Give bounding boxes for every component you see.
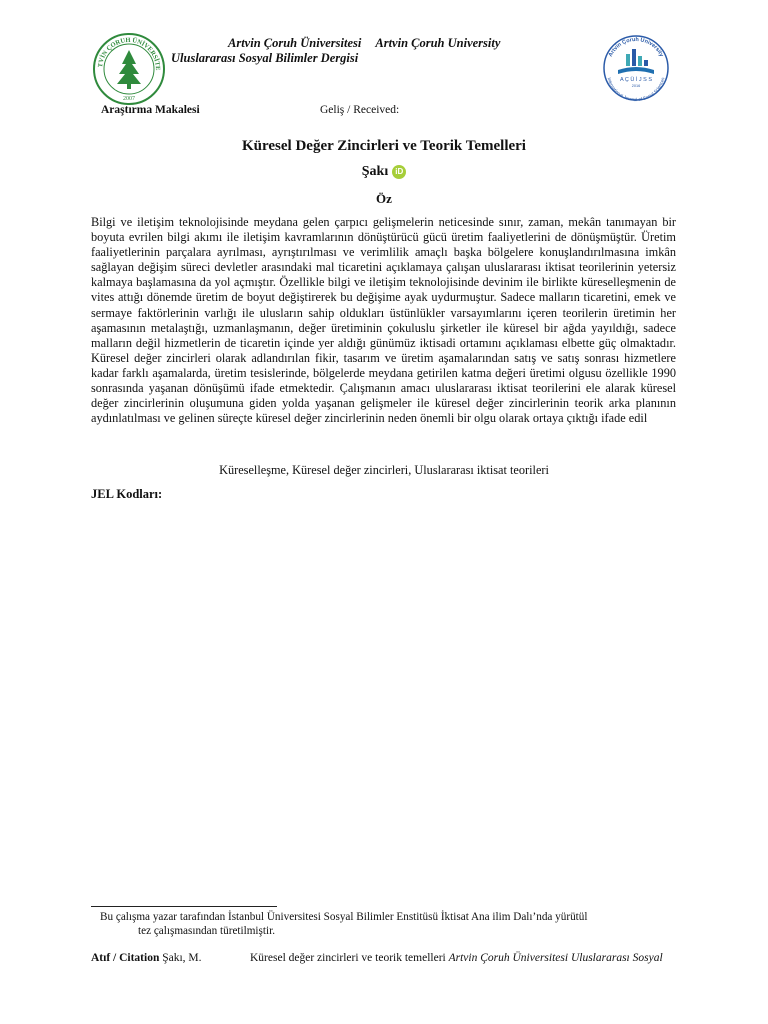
citation-journal: Artvin Çoruh Üniversitesi Uluslararası Sosyal (448, 952, 663, 964)
logo-ring-text: TVİN ÇORUH ÜNİVERSİTE (97, 36, 162, 71)
header-universities (228, 36, 500, 51)
keywords: Küreselleşme, Küresel değer zincirleri, Uluslararası iktisat teorileri (219, 463, 549, 477)
footnote-line-1: Bu çalışma yazar tarafından İstanbul Üniversitesi Sosyal Bilimler Enstitüsü İktisat Ana ilim Dalı’nda yürütül (100, 911, 588, 923)
jel-codes-label: JEL Kodları: (91, 487, 163, 501)
received-label: Geliş / Received: (320, 104, 400, 116)
article-title: Küresel Değer Zincirleri ve Teorik Temelleri (242, 138, 526, 154)
footnote-line-2: tez çalışmasından türetilmiştir. (138, 925, 276, 937)
svg-text:Artvin Çoruh University (608, 37, 665, 59)
abstract-heading: Öz (376, 191, 392, 206)
citation-label: Atıf / Citation (91, 952, 160, 964)
orcid-icon[interactable]: iD (392, 165, 406, 179)
journal-logo (592, 34, 680, 102)
author-line (0, 164, 768, 180)
citation-line (91, 952, 663, 964)
journal-name: Uluslararası Sosyal Bilimler Dergisi (171, 51, 359, 65)
journal-logo-year: 2016 (631, 84, 641, 88)
university-name-en: Artvin Çoruh University (375, 36, 501, 50)
citation-title: Küresel değer zincirleri ve teorik temelleri (250, 952, 446, 964)
university-logo (92, 32, 166, 106)
logo-year: 2007 (123, 96, 135, 102)
article-type: Araştırma Makalesi (101, 104, 200, 116)
author-name: Şakı (361, 164, 389, 179)
footnote-divider (91, 906, 277, 907)
abstract-text: Bilgi ve iletişim teknolojisinde meydana gelen çarpıcı gelişmelerin neticesinde sınır, zaman, mekân tanımayan bir boyuta evrilen bilgi akımı ile iletişim kavramlarının dönüştürücü gücü üretim faaliyetlerini de dönüşmüştür. Üretim faaliyetlerinin parçalara ayrılması, ayrıştırılması ve verimlilik amaçlı başka bölgelere konuşlandırılmasına imkân sağlayan değişim süreci devletler arasındaki mal ticaretini açıklamaya çalışan uluslararası iktisat teorilerinin yetersiz kalmaya başlamasına da yol açmıştır. Özellikle bilgi ve iletişim teknolojisinde devinim ile birlikte küreselleşmenin de vites attığı dönemde üretim de boyut değiştirerek bu değişime ayak uydurmuştur. Sadece malların ticaretini, emek ve sermaye faktörlerinin varlığı ile ulusların sahip oldukları üstünlükler varsayımlarını içeren teorilerin üretimin her aşamasının metalaştığı, uzmanlaşmanın, değer üretiminin çokuluslu şirketler ile küresel bir ağda yayıldığı, sadece malların değil hizmetlerin de ticaretin içinde yer aldığı günümüz iktisadi ortamını açıklaması elbette güç olmaktadır. Küresel değer zincirleri olarak adlandırılan fikir, tasarım ve üretim aşamalarından satış ve satış sonrası hizmetlere kadar farklı aşamalarda, üretim tesislerinde, bölgelerde meydana getirilen katma değeri üretimi olgusu özellikle 1990 sonrasında yaşanan dönüşümü ifade etmektedir. Çalışmanın amacı uluslararası iktisat teorilerini ele alarak küresel değer zincirlerinin oluşumuna giden yolda yaşanan gelişmeler ile küresel değer zincirlerinin teorik arka planının aydınlatılması ve gelinen süreçte küresel değer zincirlerinin neden önemli bir olgu olarak ortaya çıktığı ifade edil (91, 215, 676, 426)
university-name-tr: Artvin Çoruh Üniversitesi (228, 36, 362, 50)
citation-body (250, 952, 663, 964)
journal-logo-top-text: Artvin Çoruh University (607, 36, 665, 58)
journal-logo-bottom-text: International Journal of Social Sciences (606, 76, 666, 102)
citation-author: Şakı, M. (162, 952, 202, 964)
journal-logo-center-text: A Ç Ü İ J S S (619, 77, 653, 83)
